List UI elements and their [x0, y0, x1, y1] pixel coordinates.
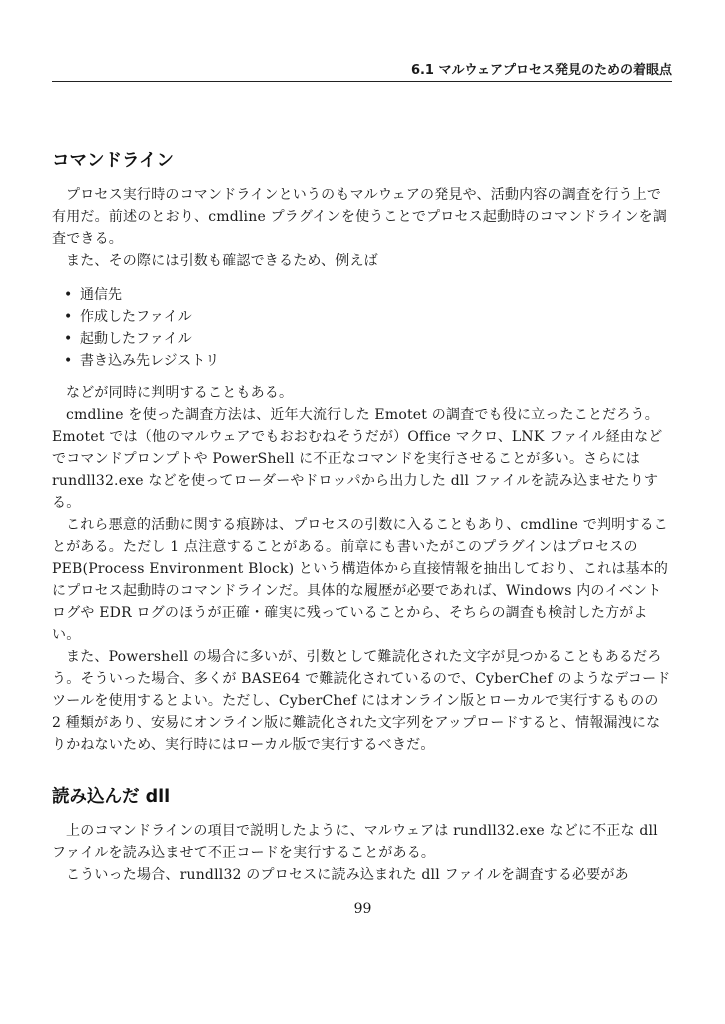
list-item [64, 284, 672, 306]
bullet-list [52, 284, 672, 372]
paragraph: プロセス実行時のコマンドラインというのもマルウェアの発見や、活動内容の調査を行う上で有用だ。前述のとおり、cmdline プラグインを使うことでプロセス起動時のコマンドラインを調査できる。 [52, 187, 668, 247]
bullet-icon: • [64, 353, 73, 369]
list-item [64, 306, 672, 328]
bullet-icon: • [64, 287, 73, 303]
page-content [52, 148, 672, 886]
section-title-loaded-dll: 読み込んだ dll [52, 787, 171, 807]
paragraph: cmdline を使った調査方法は、近年大流行した Emotet の調査でも役に立ったことだろう。Emotet では（他のマルウェアでもおおむねそうだが）Office マクロ、LNK ファイル経由などでコマンドプロンプトや PowerShell に不正なコマンドを実行させることが多い。さらには rundll32.exe などを使ってローダーやドロッパから出力した dll ファイルを読み込ませたりする。 [52, 407, 663, 511]
bullet-icon: • [64, 331, 73, 347]
bullet-icon: • [64, 309, 73, 325]
paragraph: 上のコマンドラインの項目で説明したように、マルウェアは rundll32.exe などに不正な dll ファイルを読み込ませて不正コードを実行することがある。 [52, 823, 658, 861]
section-title-command-line: コマンドライン [52, 151, 174, 171]
paragraph: また、Powershell の場合に多いが、引数として難読化された文字が見つかることもあるだろう。そういった場合、多くが BASE64 で難読化されているので、CyberChef のようなデコードツールを使用するとよい。ただし、CyberChef にはオンライン版とローカルで実行するものの 2 種類があり、安易にオンライン版に難読化された文字列をアップロードすると、情報漏洩になりかねないため、実行時にはローカル版で実行するべきだ。 [52, 649, 671, 753]
paragraph: これら悪意的活動に関する痕跡は、プロセスの引数に入ることもあり、cmdline で判明することがある。ただし 1 点注意することがある。前章にも書いたがこのプラグインはプロセスの PEB(Process Environment Block) という構造体から直接情報を抽出しており、これは基本的にプロセス起動時のコマンドラインだ。具体的な履歴が必要であれば、Windows 内のイベントログや EDR ログのほうが正確・確実に残っていることから、そちらの調査も検討した方がよい。 [52, 517, 669, 643]
paragraph: こういった場合、rundll32 のプロセスに読み込まれた dll ファイルを調査する必要があ [66, 867, 629, 883]
page-number: 99 [353, 901, 372, 917]
list-item-label: 起動したファイル [80, 331, 192, 347]
paragraph: また、その際には引数も確認できるため、例えば [66, 253, 378, 269]
paragraph: などが同時に判明することもある。 [66, 385, 294, 401]
list-item-label: 作成したファイル [80, 309, 192, 325]
header-rule [52, 81, 672, 82]
list-item [64, 328, 672, 350]
running-header: 6.1 マルウェアプロセス発見のための着眼点 [410, 63, 672, 78]
list-item [64, 350, 672, 372]
list-item-label: 書き込み先レジストリ [80, 353, 220, 369]
list-item-label: 通信先 [80, 287, 122, 303]
